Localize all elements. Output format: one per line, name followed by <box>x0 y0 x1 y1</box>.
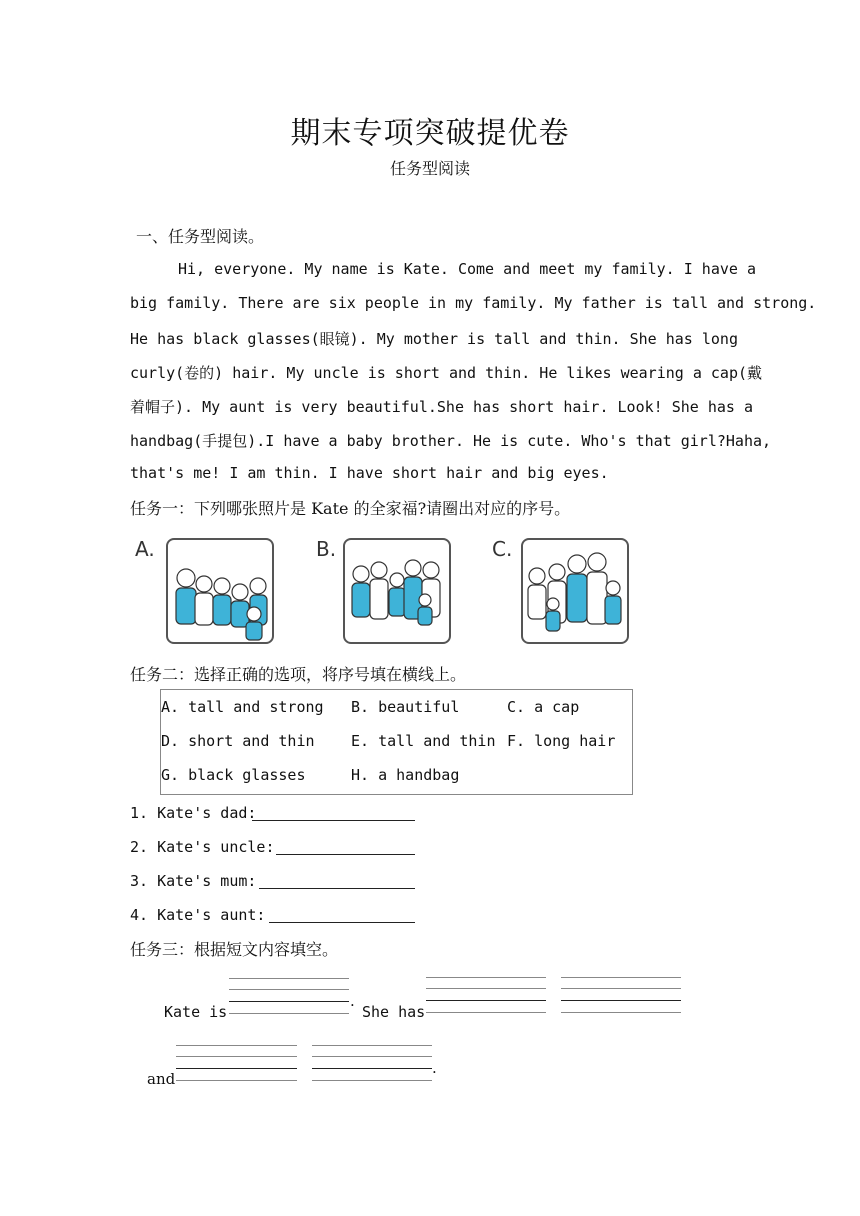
family-photo-c[interactable] <box>521 538 629 644</box>
passage-line: He has black glasses(眼镜). My mother is tall and thin. She has long <box>130 330 738 348</box>
option-g: G. black glasses <box>161 766 306 784</box>
answer-blank-2[interactable] <box>276 854 415 855</box>
passage-line: Hi, everyone. My name is Kate. Come and meet my family. I have a <box>178 260 756 278</box>
question-1: 1. Kate's dad: <box>130 804 257 822</box>
and-text: and <box>147 1070 176 1088</box>
section-heading: 一、任务型阅读。 <box>136 227 265 246</box>
picture-a-label[interactable]: A. <box>135 537 155 561</box>
picture-c-label[interactable]: C. <box>492 537 513 561</box>
option-a: A. tall and strong <box>161 698 324 716</box>
question-2: 2. Kate's uncle: <box>130 838 275 856</box>
kate-is-text: Kate is <box>164 1003 228 1021</box>
passage-line: that's me! I am thin. I have short hair and big eyes. <box>130 464 609 482</box>
task3-heading: 任务三：根据短文内容填空。 <box>130 940 339 959</box>
option-h: H. a handbag <box>351 766 460 784</box>
she-has-text: She has <box>362 1003 426 1021</box>
option-d: D. short and thin <box>161 732 315 750</box>
answer-blank-3[interactable] <box>259 888 415 889</box>
page-title: 期末专项突破提优卷 <box>290 116 570 151</box>
task2-heading: 任务二：选择正确的选项，将序号填在横线上。 <box>130 665 467 684</box>
option-f: F. long hair <box>507 732 616 750</box>
picture-b-label[interactable]: B. <box>316 537 337 561</box>
option-e: E. tall and thin <box>351 732 496 750</box>
answer-blank-1[interactable] <box>252 820 415 821</box>
options-box <box>160 689 633 795</box>
question-4: 4. Kate's aunt: <box>130 906 266 924</box>
question-3: 3. Kate's mum: <box>130 872 257 890</box>
passage-line: big family. There are six people in my family. My father is tall and strong. <box>130 294 817 312</box>
page-subtitle: 任务型阅读 <box>389 159 470 178</box>
option-b: B. beautiful <box>351 698 460 716</box>
family-photo-a[interactable] <box>166 538 274 644</box>
passage-line: curly(卷的) hair. My uncle is short and thin. He likes wearing a cap(戴 <box>130 364 762 382</box>
period-2: . <box>432 1059 437 1077</box>
passage-line: handbag(手提包).I have a baby brother. He is cute. Who's that girl?Haha, <box>130 432 772 450</box>
period-1: . <box>350 992 355 1010</box>
family-photo-b[interactable] <box>343 538 451 644</box>
answer-blank-4[interactable] <box>269 922 415 923</box>
option-c: C. a cap <box>507 698 580 716</box>
task1-heading: 任务一：下列哪张照片是 Kate 的全家福?请圈出对应的序号。 <box>130 499 571 518</box>
passage-line: 着帽子). My aunt is very beautiful.She has short hair. Look! She has a <box>130 398 753 416</box>
